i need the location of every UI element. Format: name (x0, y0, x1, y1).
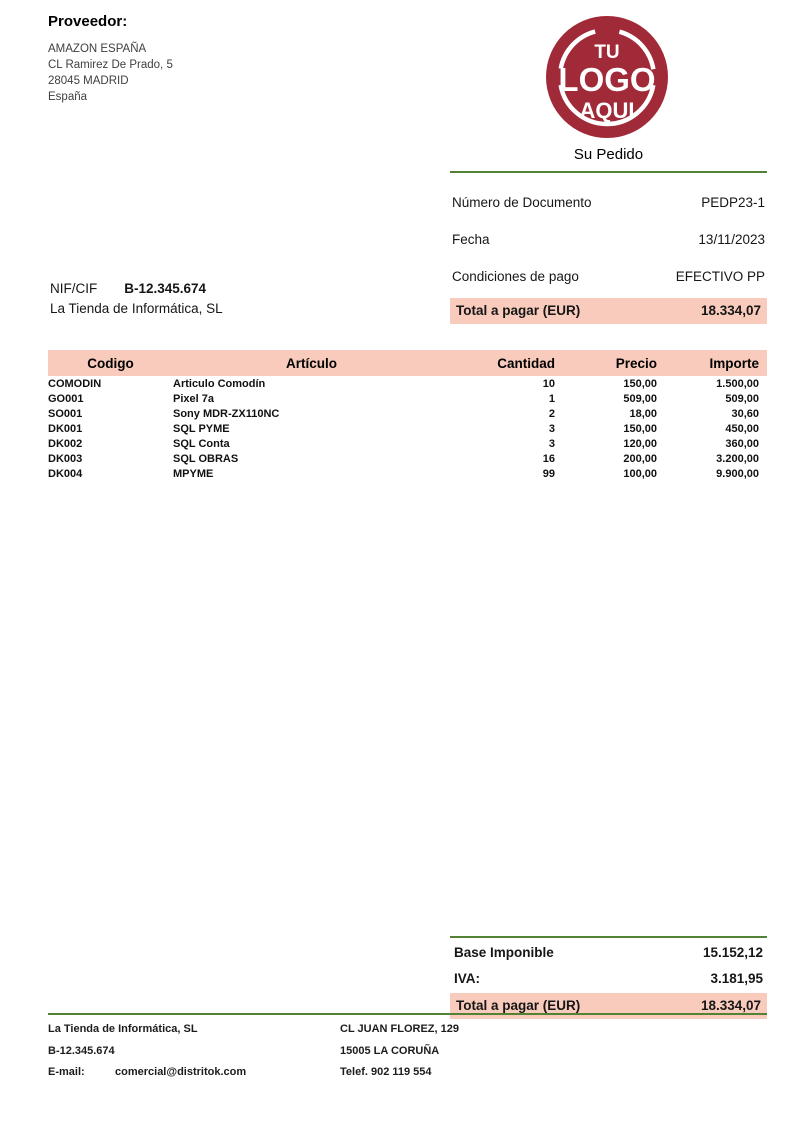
cell-articulo: SQL OBRAS (173, 452, 239, 465)
document-date-value: 13/11/2023 (698, 232, 765, 247)
customer-block (50, 281, 223, 316)
footer-email-row (48, 1062, 246, 1084)
cell-precio: 200,00 (623, 452, 657, 465)
document-date-label: Fecha (452, 232, 490, 247)
base-imponible-value: 15.152,12 (702, 945, 763, 960)
cell-importe: 509,00 (725, 392, 759, 405)
cell-codigo: DK001 (48, 422, 83, 435)
footer-company-block (48, 1019, 246, 1084)
col-header-cantidad: Cantidad (450, 350, 558, 376)
cell-cantidad: 1 (548, 392, 555, 405)
cell-articulo: Sony MDR-ZX110NC (173, 407, 280, 420)
cell-codigo: DK003 (48, 452, 83, 465)
cell-articulo: SQL PYME (173, 422, 230, 435)
cell-codigo: COMODIN (48, 377, 102, 390)
grand-total-value: 18.334,07 (700, 998, 761, 1013)
total-due-highlight-row (450, 298, 767, 324)
footer-divider-line (48, 1013, 767, 1015)
cell-cantidad: 3 (548, 422, 555, 435)
col-header-codigo: Codigo (48, 350, 173, 376)
table-row (48, 406, 767, 421)
provider-address-country: España (48, 91, 88, 103)
provider-block (48, 13, 173, 105)
cell-precio: 509,00 (623, 392, 657, 405)
grand-total-row (450, 993, 767, 1019)
payment-terms-label: Condiciones de pago (452, 269, 579, 284)
table-row (48, 451, 767, 466)
iva-value: 3.181,95 (710, 971, 763, 986)
cell-importe: 30,60 (731, 407, 759, 420)
company-logo (546, 16, 668, 138)
footer-phone: Telef. 902 119 554 (340, 1066, 432, 1078)
table-row (48, 466, 767, 481)
table-row (48, 391, 767, 406)
cell-cantidad: 3 (548, 437, 555, 450)
cell-precio: 150,00 (623, 422, 657, 435)
cell-articulo: SQL Conta (173, 437, 230, 450)
document-number-label: Número de Documento (452, 195, 592, 210)
cell-precio: 100,00 (623, 467, 657, 480)
cell-cantidad: 16 (542, 452, 555, 465)
cell-importe: 9.900,00 (716, 467, 759, 480)
cell-cantidad: 99 (542, 467, 555, 480)
cell-cantidad: 2 (548, 407, 555, 420)
footer-email-label: E-mail: (48, 1066, 85, 1078)
nif-label: NIF/CIF (50, 281, 98, 296)
iva-row (450, 964, 767, 990)
payment-terms-row (450, 269, 767, 284)
cell-precio: 120,00 (623, 437, 657, 450)
footer-company-nif: B-12.345.674 (48, 1044, 115, 1057)
footer-contact-block (340, 1019, 459, 1084)
base-imponible-row (450, 938, 767, 964)
customer-name: La Tienda de Informática, SL (50, 301, 223, 316)
cell-articulo: MPYME (173, 467, 214, 480)
cell-codigo: DK004 (48, 467, 83, 480)
document-number-value: PEDP23-1 (701, 195, 765, 210)
items-header-row (48, 350, 767, 376)
totals-panel (450, 936, 767, 1019)
customer-nif-row (50, 281, 223, 296)
cell-importe: 450,00 (725, 422, 759, 435)
iva-label: IVA: (454, 971, 480, 986)
footer-address: CL JUAN FLOREZ, 129 (340, 1023, 459, 1035)
logo-badge-icon (546, 16, 668, 138)
provider-address-street: CL Ramirez De Prado, 5 (48, 59, 173, 71)
provider-name: AMAZON ESPAÑA (48, 43, 147, 55)
footer-city: 15005 LA CORUÑA (340, 1044, 440, 1057)
items-table (48, 350, 767, 481)
cell-cantidad: 10 (542, 377, 555, 390)
cell-codigo: DK002 (48, 437, 83, 450)
document-number-row (450, 195, 767, 210)
items-section (48, 350, 767, 481)
provider-address-city: 28045 MADRID (48, 75, 129, 87)
cell-articulo: Pixel 7a (173, 392, 214, 405)
cell-codigo: GO001 (48, 392, 84, 405)
table-row (48, 421, 767, 436)
cell-codigo: SO001 (48, 407, 83, 420)
footer-email-value: comercial@distritok.com (115, 1066, 247, 1078)
col-header-precio: Precio (558, 350, 660, 376)
grand-total-label: Total a pagar (EUR) (456, 998, 581, 1013)
logo-text-line1: TU (594, 42, 620, 63)
table-row (48, 376, 767, 391)
total-due-value: 18.334,07 (700, 303, 761, 318)
cell-importe: 3.200,00 (716, 452, 759, 465)
document-date-row (450, 232, 767, 247)
cell-importe: 1.500,00 (716, 377, 759, 390)
footer-company-name: La Tienda de Informática, SL (48, 1023, 198, 1035)
nif-value: B-12.345.674 (124, 281, 207, 296)
total-due-label: Total a pagar (EUR) (456, 303, 581, 318)
table-row (48, 436, 767, 451)
logo-text-line3: AQUI (579, 98, 635, 123)
base-imponible-label: Base Imponible (454, 945, 554, 960)
document-info-panel (450, 146, 767, 324)
logo-text-line2: LOGO (558, 61, 656, 98)
col-header-articulo: Artículo (173, 350, 450, 376)
cell-importe: 360,00 (725, 437, 759, 450)
cell-precio: 150,00 (623, 377, 657, 390)
document-title: Su Pedido (450, 146, 767, 173)
cell-precio: 18,00 (629, 407, 657, 420)
provider-heading: Proveedor: (48, 13, 128, 30)
col-header-importe: Importe (660, 350, 767, 376)
payment-terms-value: EFECTIVO PP (675, 269, 765, 284)
cell-articulo: Articulo Comodín (173, 377, 266, 390)
